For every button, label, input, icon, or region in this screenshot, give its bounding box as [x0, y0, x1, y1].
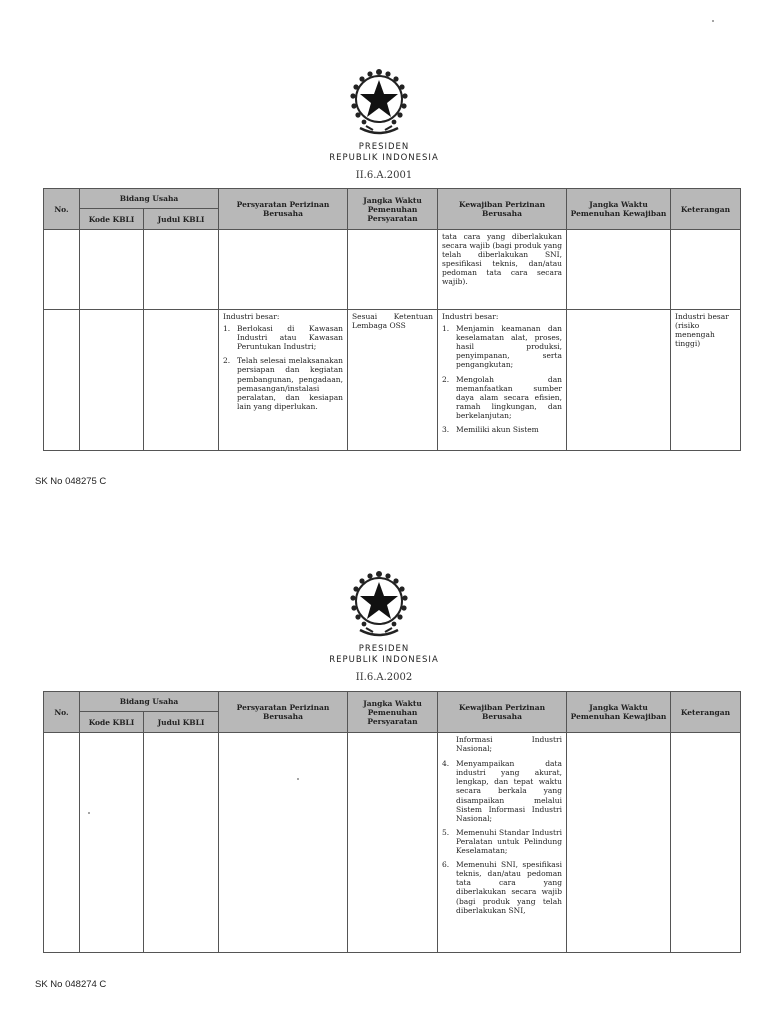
table-row — [44, 230, 741, 310]
header-keterangan: Keterangan — [671, 692, 741, 733]
table-row — [44, 310, 741, 451]
header-bidang-usaha: Bidang Usaha — [80, 189, 219, 209]
list-item: 5. Memenuhi Standar Industri Peralatan untuk Pelindung Keselamatan; — [442, 827, 563, 856]
sk-number: SK No 048275 C — [35, 476, 107, 487]
list-item: 1. Menjamin keamanan dan keselamatan alat, proses, hasil produksi, penyimpanan, serta pengangkutan; — [442, 324, 563, 370]
header-kewajiban: Kewajiban Perizinan Berusaha — [438, 692, 567, 733]
header-jangka-waktu-kewajiban: Jangka Waktu Pemenuhan Kewajiban — [567, 692, 671, 733]
persyaratan-heading: Industri besar: — [223, 312, 280, 321]
institution-heading — [0, 142, 768, 164]
scan-speck — [88, 812, 90, 814]
kewajiban-list — [442, 759, 562, 915]
page-code: II.6.A.2002 — [355, 672, 413, 683]
header-no: No. — [44, 692, 80, 733]
header-bidang-usaha: Bidang Usaha — [80, 692, 219, 712]
continued-kewajiban: tata cara yang diberlakukan secara wajib (bagi produk yang telah diberlakukan SNI, spesifikasi teknis, dan/atau pedoman tata cara secara wajib). — [438, 230, 567, 310]
persyaratan-list — [223, 324, 343, 411]
header-no: No. — [44, 189, 80, 230]
garuda-emblem-icon — [346, 566, 412, 642]
list-item: 3. Memiliki akun Sistem — [442, 425, 539, 435]
kewajiban-heading: Industri besar: — [442, 312, 499, 321]
title-presiden: PRESIDEN — [358, 142, 410, 152]
header-judul-kbli: Judul KBLI — [144, 712, 219, 733]
header-judul-kbli: Judul KBLI — [144, 209, 219, 230]
list-item: 1. Berlokasi di Kawasan Industri atau Kawasan Peruntukan Industri; — [223, 324, 344, 352]
header-keterangan: Keterangan — [671, 189, 741, 230]
list-item: 2. Telah selesai melaksanakan persiapan dan kegiatan pembangunan, pengadaan, pemasangan/instalasi peralatan, dan kesiapan lain yang diperlukan. — [223, 356, 344, 411]
jangka-waktu-persyaratan: Sesuai Ketentuan Lembaga OSS — [348, 310, 438, 451]
header-kode-kbli: Kode KBLI — [80, 712, 144, 733]
title-presiden: PRESIDEN — [358, 644, 410, 654]
list-item: 6. Memenuhi SNI, spesifikasi teknis, dan/atau pedoman tata cara yang diberlakukan secara wajib (bagi produk yang telah diberlakukan SNI, — [442, 860, 563, 915]
table-row — [44, 733, 741, 953]
header-kode-kbli: Kode KBLI — [80, 209, 144, 230]
sk-number: SK No 048274 C — [35, 979, 107, 990]
header-jangka-waktu-persyaratan: Jangka Waktu Pemenuhan Persyaratan — [348, 189, 438, 230]
keterangan: Industri besar (risiko menengah tinggi) — [671, 310, 741, 451]
header-persyaratan: Persyaratan Perizinan Berusaha — [219, 189, 348, 230]
list-item: 4. Menyampaikan data industri yang akurat, lengkap, dan tepat waktu secara berkala yang disampaikan melalui Sistem Informasi Industri Nasional; — [442, 759, 563, 823]
header-jangka-waktu-kewajiban: Jangka Waktu Pemenuhan Kewajiban — [567, 189, 671, 230]
page-code: II.6.A.2001 — [355, 170, 413, 181]
requirements-table — [43, 188, 741, 451]
list-item: 2. Mengolah dan memanfaatkan sumber daya alam secara efisien, ramah lingkungan, dan berkelanjutan; — [442, 374, 563, 420]
garuda-emblem-icon — [346, 64, 412, 140]
continued-kewajiban: Informasi Industri Nasional; — [456, 735, 563, 754]
scan-speck — [297, 778, 299, 780]
kewajiban-list — [442, 324, 562, 434]
header-persyaratan: Persyaratan Perizinan Berusaha — [219, 692, 348, 733]
institution-heading — [0, 644, 768, 666]
title-republik: REPUBLIK INDONESIA — [329, 153, 439, 163]
header-jangka-waktu-persyaratan: Jangka Waktu Pemenuhan Persyaratan — [348, 692, 438, 733]
header-kewajiban: Kewajiban Perizinan Berusaha — [438, 189, 567, 230]
title-republik: REPUBLIK INDONESIA — [329, 655, 439, 665]
scan-speck — [712, 20, 714, 22]
requirements-table — [43, 691, 741, 953]
